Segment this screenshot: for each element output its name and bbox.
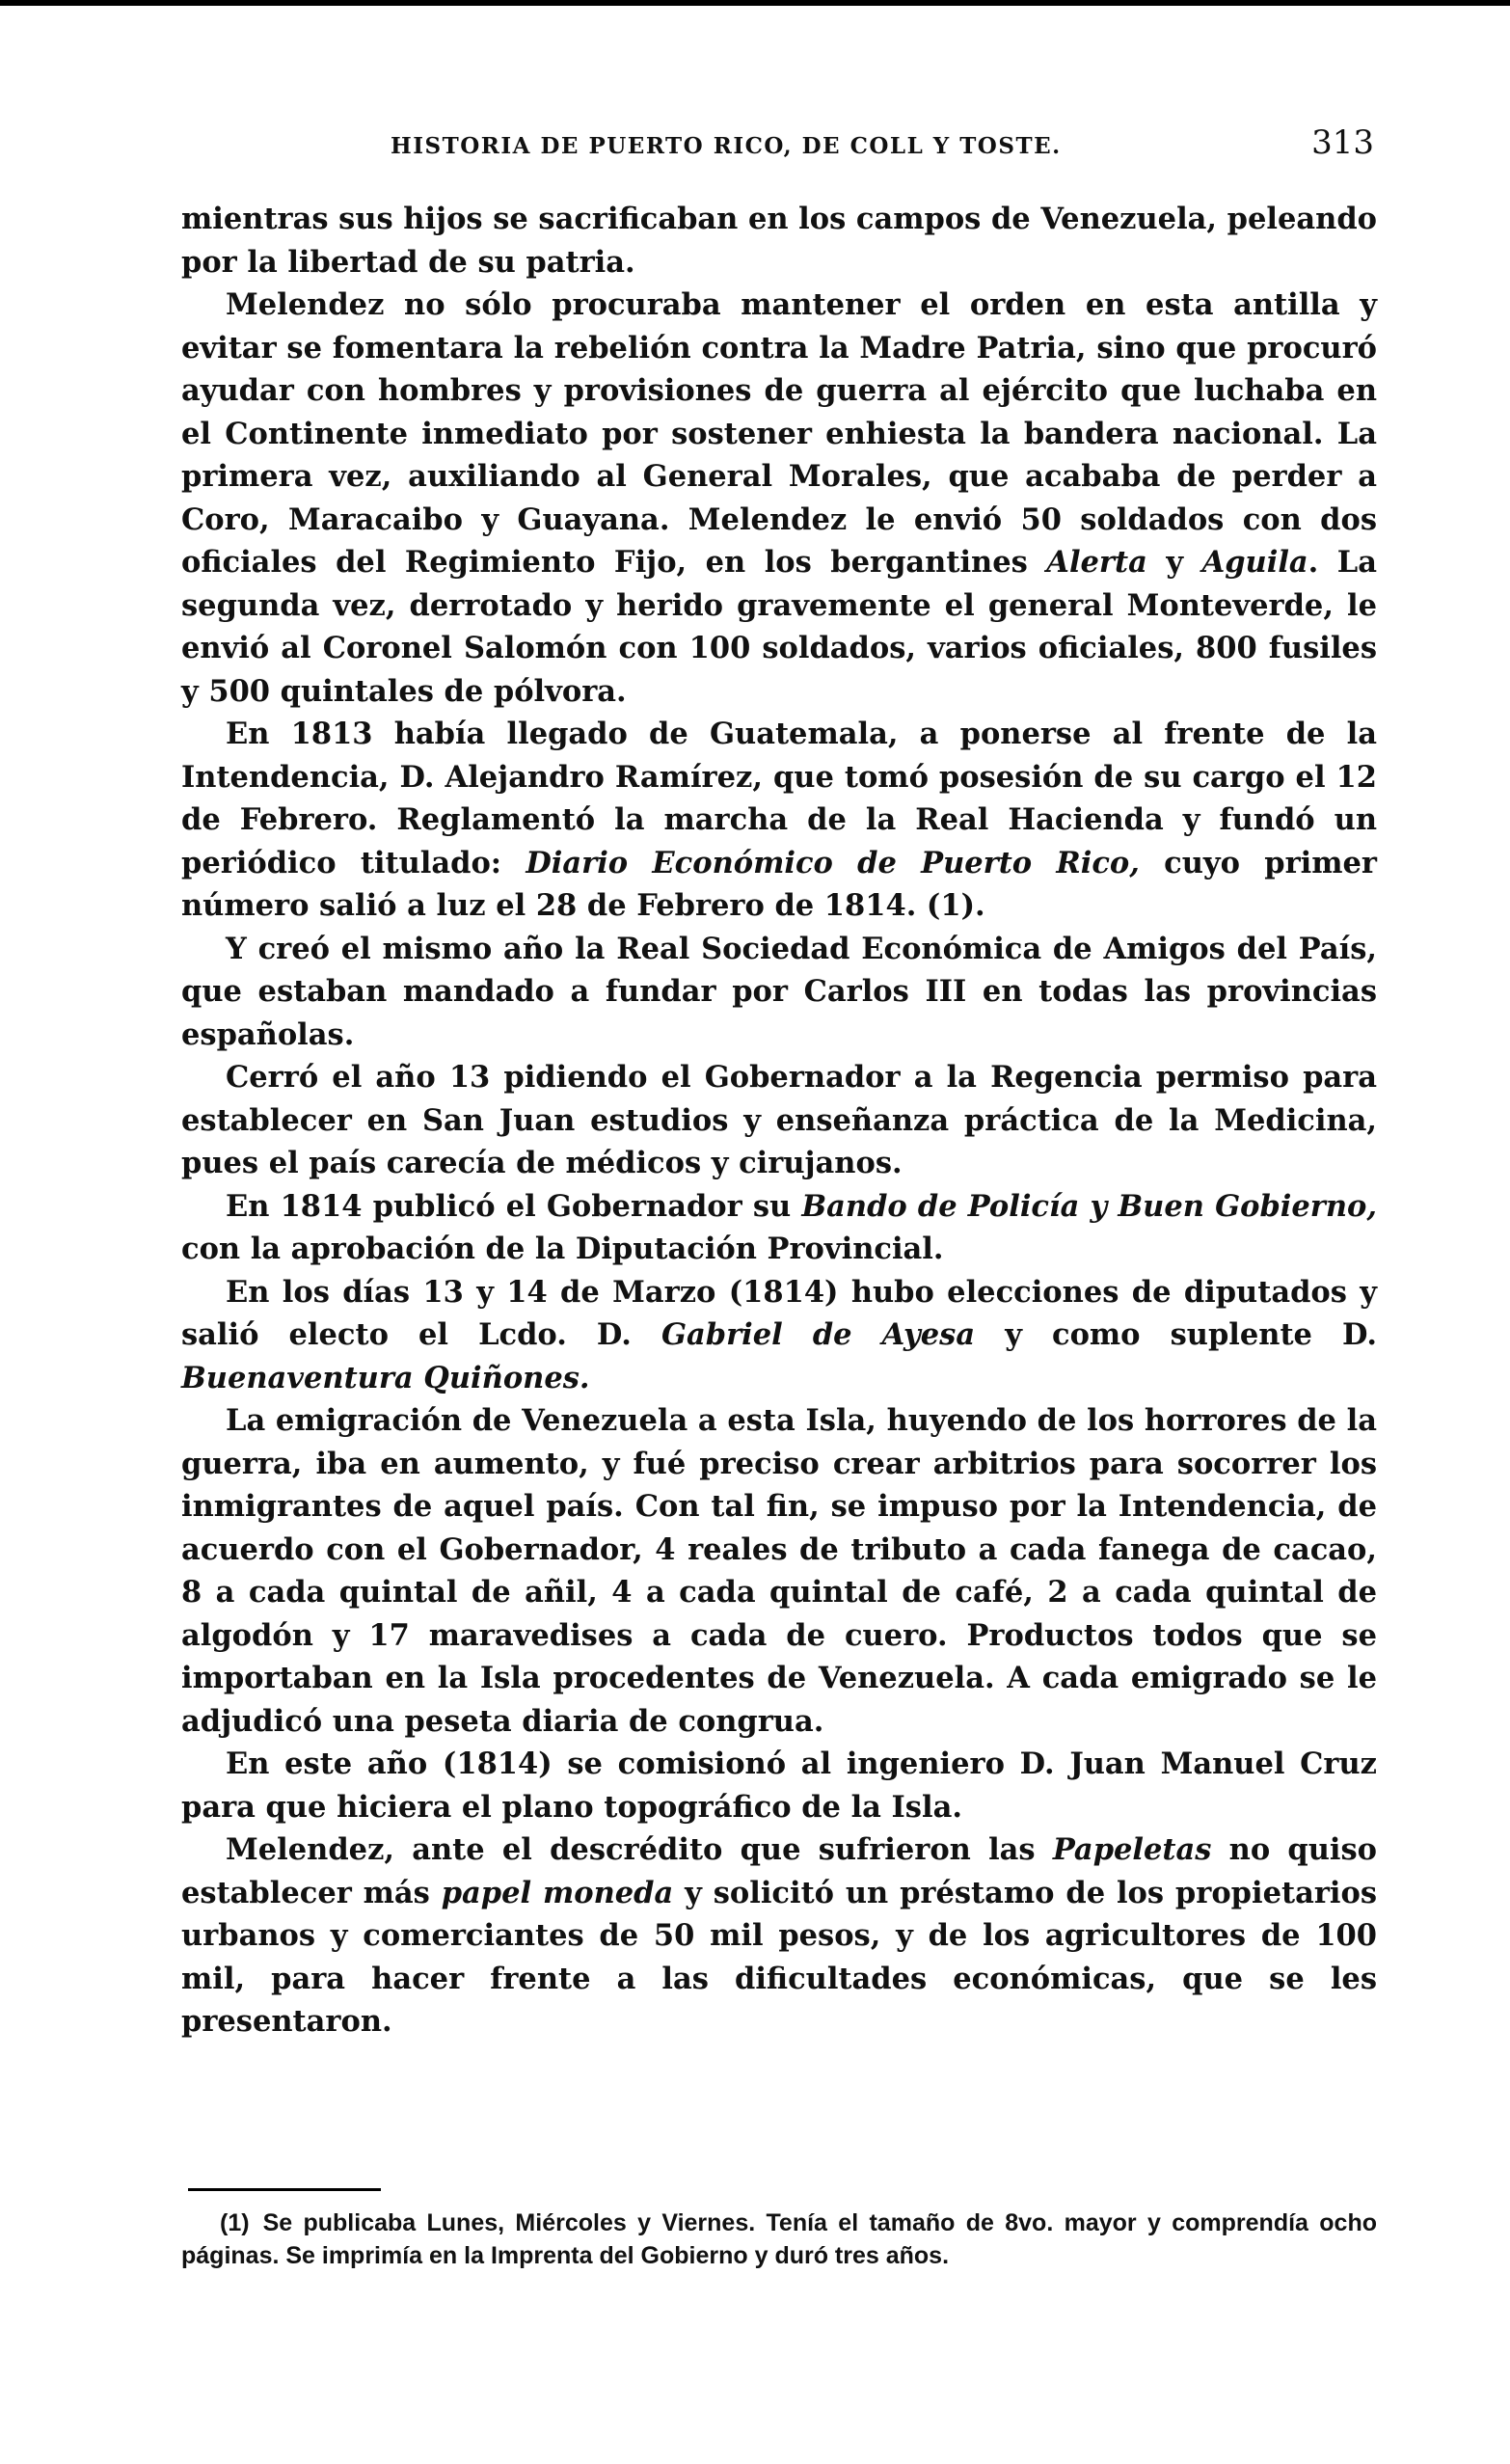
paragraph-10-text-c: y solicitó un préstamo de los propietarios urbanos y comerciantes de 50 mil pesos, y de los agricultores de 100 mil, para hacer frente a las dificultades económicas, que se les presentaron. [181,1875,1378,2039]
paragraph-8: La emigración de Venezuela a esta Isla, huyendo de los horrores de la guerra, iba en aumento, y fué preciso crear arbitrios para socorrer los inmigrantes de aquel país. Con tal fin, se impuso por la Intendencia, de acuerdo con el Gobernador, 4 reales de tributo a cada fanega de cacao, 8 a cada quintal de añil, 4 a cada quintal de café, 2 a cada quintal de algodón y 17 maravedises a cada de cuero. Productos todos que se importaban en la Isla procedentes de Venezuela. A cada emigrado se le adjudicó una peseta diaria de congrua. [181,1403,1377,1739]
footnote-marker: (1) [220,2209,250,2236]
paragraph-10-text-b: no quiso establecer más [181,1832,1377,1910]
paragraph-2-text-a: Melendez no sólo procuraba mantener el orden en esta antilla y evitar se fomentara la rebelión contra la Madre Patria, sino que procuró ayudar con hombres y provisiones de guerra al ejército que luchaba en el Continente inmediato por sostener enhiesta la bandera nacional. La primera vez, auxiliando al General Morales, que acababa de perder a Coro, Maracaibo y Guayana. Melendez le envió 50 soldados con dos oficiales del Regimiento Fijo, en los bergantines [181,287,1377,580]
paragraph-6-text-a: En 1814 publicó el Gobernador su [226,1188,802,1224]
paragraph-10-text-a: Melendez, ante el descrédito que sufrieron las [226,1832,1053,1867]
term-papel-moneda: papel moneda [441,1875,674,1910]
main-text [181,198,1377,2044]
paragraph-1: mientras sus hijos se sacrificaban en los campos de Venezuela, peleando por la libertad de su patria. [181,202,1377,280]
page-number: 313 [1311,123,1374,162]
paragraph-7 [181,1271,1377,1400]
page-header [391,123,1374,172]
paragraph-6-text-b: con la aprobación de la Diputación Provincial. [181,1232,944,1266]
paragraph-2-text-c: . La segunda vez, derrotado y herido gravemente el general Monteverde, le envió al Coronel Salomón con 100 soldados, varios oficiales, 800 fusiles y 500 quintales de pólvora. [181,545,1377,709]
footnote-text: Se publicaba Lunes, Miércoles y Viernes. Tenía el tamaño de 8vo. mayor y comprendía ocho páginas. Se imprimía en la Imprenta del Gobierno y duró tres años. [181,2209,1377,2269]
term-papeletas: Papeletas [1052,1832,1212,1867]
top-border-rule [0,0,1510,6]
ship-name-alerta: Alerta [1046,545,1147,580]
newspaper-title: Diario Económico de Puerto Rico, [526,845,1140,880]
deputy-name: Gabriel de Ayesa [661,1317,976,1352]
paragraph-7-text-a: En los días 13 y 14 de Marzo (1814) hubo elecciones de diputados y salió electo el Lcdo. D. [181,1274,1377,1352]
paragraph-3 [181,713,1377,928]
paragraph-4: Y creó el mismo año la Real Sociedad Económica de Amigos del País, que estaban mandado a fundar por Carlos III en todas las provincias españolas. [181,931,1377,1052]
footnote-paragraph [181,2207,1377,2272]
running-title: HISTORIA DE PUERTO RICO, DE COLL Y TOSTE. [391,133,1062,159]
paragraph-7-text-b: y como suplente D. [975,1317,1377,1352]
paragraph-6 [181,1185,1377,1271]
paragraph-9: En este año (1814) se comisionó al ingeniero D. Juan Manuel Cruz para que hiciera el plano topográfico de la Isla. [181,1746,1377,1825]
decree-title: Bando de Policía y Buen Gobierno, [801,1188,1377,1224]
paragraph-3-text-b: cuyo primer número salió a luz el 28 de Febrero de 1814. (1). [181,845,1377,923]
substitute-name: Buenaventura Quiñones. [181,1360,590,1395]
footnote-separator [188,2188,381,2191]
paragraph-2-text-b: y [1146,545,1202,580]
paragraph-2 [181,284,1377,713]
ship-name-aguila: Aguila [1201,545,1308,580]
paragraph-3-text-a: En 1813 había llegado de Guatemala, a ponerse al frente de la Intendencia, D. Alejandro Ramírez, que tomó posesión de su cargo el 12 de Febrero. Reglamentó la marcha de la Real Hacienda y fundó un periódico titulado: [181,717,1377,880]
paragraph-10 [181,1828,1377,2044]
paragraph-5: Cerró el año 13 pidiendo el Gobernador a la Regencia permiso para establecer en San Juan estudios y enseñanza práctica de la Medicina, pues el país carecía de médicos y cirujanos. [181,1060,1377,1180]
footnote [181,2207,1377,2272]
